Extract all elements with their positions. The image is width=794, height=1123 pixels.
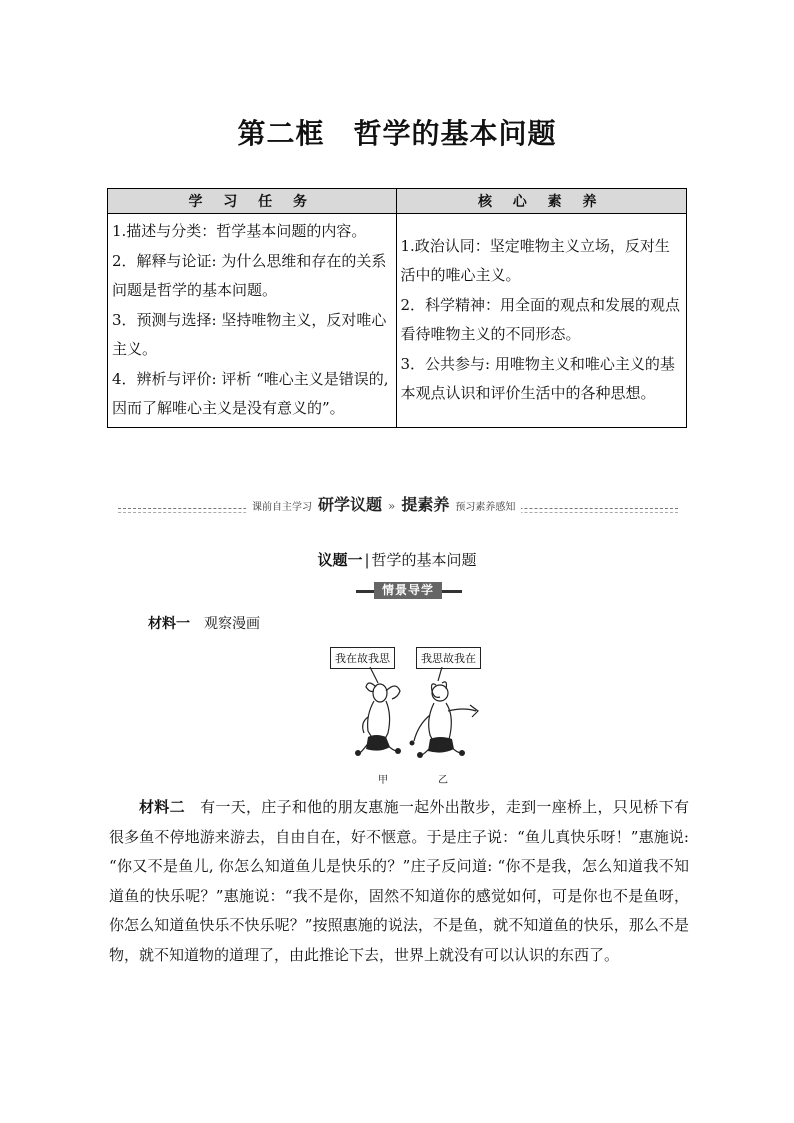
topic-heading <box>0 549 794 570</box>
banner-title-right: 提素养 <box>401 495 450 514</box>
material-one-label: 材料一 <box>148 616 190 632</box>
material-two-paragraph <box>109 793 689 970</box>
topic-text: 哲学的基本问题 <box>371 551 477 569</box>
scenario-tag <box>356 582 462 600</box>
competency-item: 3．公共参与: 用唯物主义和唯心主义的基本观点认识和评价生活中的各种思想。 <box>400 354 675 403</box>
cartoon-figure <box>330 645 490 785</box>
competency-item: 1.政治认同：坚定唯物主义立场，反对生活中的唯心主义。 <box>400 236 670 285</box>
cartoon-label-a: 甲 <box>378 775 388 786</box>
topic-label: 议题一 <box>317 551 363 569</box>
material-two-label: 材料二 <box>139 798 185 816</box>
banner-right-caption: 预习素养感知 <box>455 502 516 513</box>
learning-tasks-header: 学 习 任 务 <box>108 189 397 214</box>
learning-task-item: 1.描述与分类：哲学基本问题的内容。 <box>112 222 367 240</box>
speech-bubble-a: 我在故我思 <box>330 647 395 669</box>
learning-task-item: 2．解释与论证: 为什么思维和存在的关系问题是哲学的基本问题。 <box>112 251 387 299</box>
cartoon-label-b: 乙 <box>438 775 448 786</box>
material-one <box>148 613 260 633</box>
cartoon-drawing <box>330 645 490 771</box>
topic-separator: | <box>364 551 370 569</box>
banner-left-caption: 课前自主学习 <box>252 502 312 513</box>
speech-bubble-b: 我思故我在 <box>416 647 481 669</box>
core-competencies-cell <box>396 214 687 428</box>
banner-title-left: 研学议题 <box>318 495 383 514</box>
section-banner <box>118 494 678 516</box>
core-competencies-header: 核 心 素 养 <box>396 189 687 214</box>
page-title: 第二框 哲学的基本问题 <box>237 117 557 150</box>
material-two-text: 有一天，庄子和他的朋友惠施一起外出散步，走到一座桥上，只见桥下有很多鱼不停地游来游去，自由自在，好不惬意。于是庄子说：“鱼儿真快乐呀！”惠施说: “你又不是鱼儿, 你怎么知道鱼儿是快乐的？”庄子反问道: “你不是我，怎么知道我不知道鱼的快乐呢？”惠施说：“我不是你，固然不知道你的感觉如何，可是你也不是鱼呀，你怎么知道鱼快乐不快乐呢？”按照惠施的说法，不是鱼，就不知道鱼的快乐，那么不是物，就不知道物的道理了，由此推论下去，世界上就没有可以认识的东西了。 <box>109 798 689 964</box>
objectives-table <box>107 188 687 428</box>
double-chevron-icon: » <box>388 499 396 513</box>
learning-tasks-cell <box>108 214 397 428</box>
learning-task-item: 3．预测与选择: 坚持唯物主义，反对唯心主义。 <box>112 310 387 358</box>
competency-item: 2．科学精神：用全面的观点和发展的观点看待唯物主义的不同形态。 <box>400 295 681 344</box>
material-one-text: 观察漫画 <box>204 616 260 632</box>
scenario-tag-label: 情景导学 <box>374 582 442 599</box>
learning-task-item: 4．辨析与评价: 评析 “唯心主义是错误的, 因而了解唯心主义是没有意义的”。 <box>112 369 389 417</box>
